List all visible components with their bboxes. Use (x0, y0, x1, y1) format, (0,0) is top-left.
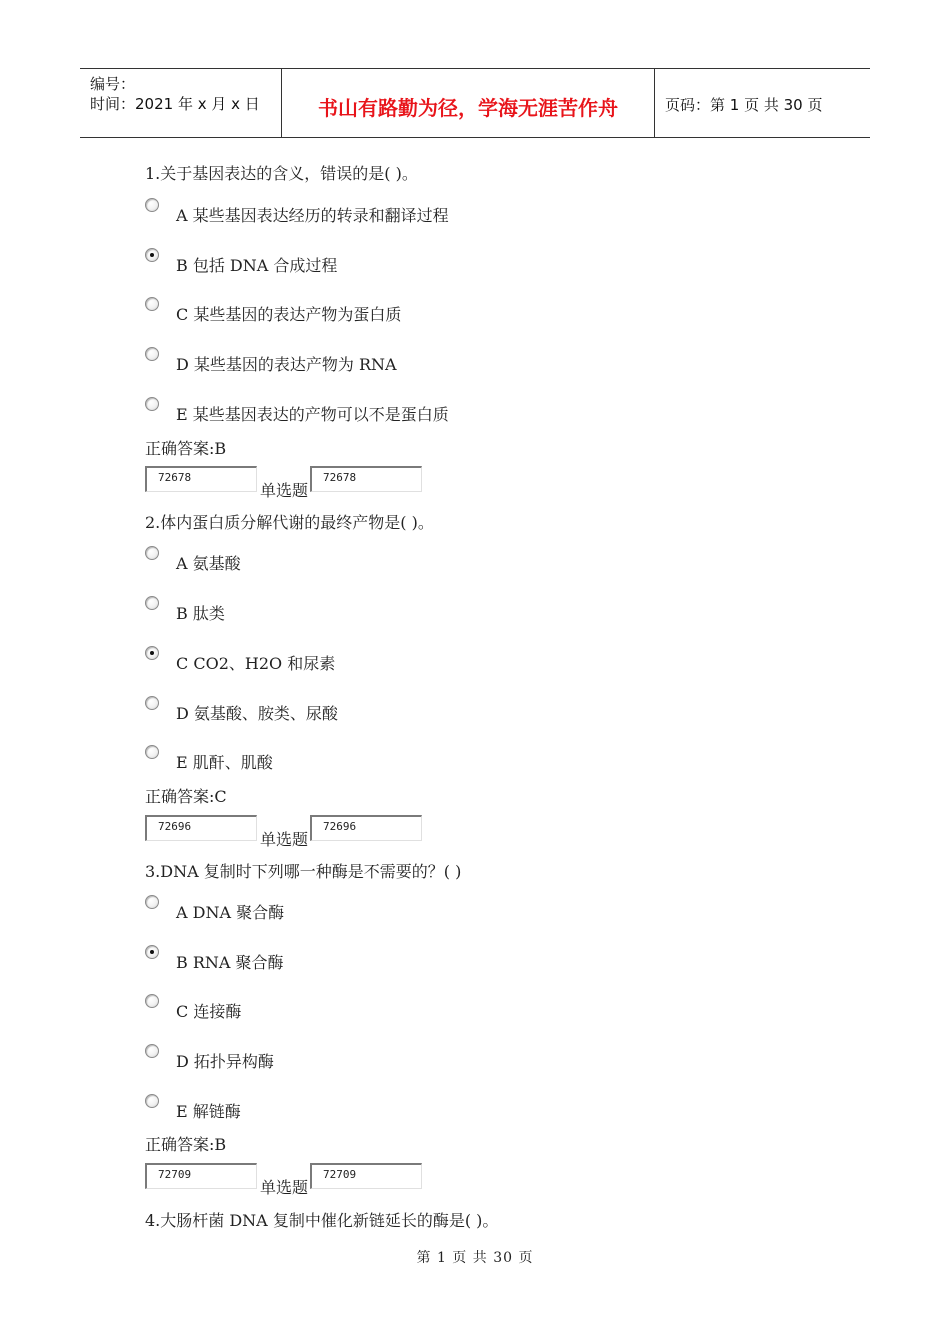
option-a-radio[interactable] (145, 198, 159, 212)
option-e-label: E 肌酐、肌酸 (176, 753, 273, 772)
correct-answer: 正确答案:B (145, 439, 227, 458)
number-label: 编号： (90, 75, 136, 93)
option-e-radio[interactable] (145, 1094, 159, 1108)
option-d-label: D 某些基因的表达产物为 RNA (176, 355, 397, 374)
option-b-radio[interactable] (145, 945, 159, 959)
header-left-cell (80, 69, 282, 137)
page-info: 页码：第 1 页 共 30 页 (665, 96, 823, 114)
correct-answer: 正确答案:B (145, 1135, 227, 1154)
option-c-label: C 某些基因的表达产物为蛋白质 (176, 305, 402, 324)
page-footer: 第 1 页 共 30 页 (416, 1250, 534, 1266)
option-e-radio[interactable] (145, 745, 159, 759)
motto: 书山有路勤为径，学海无涯苦作舟 (318, 96, 618, 120)
option-e-label: E 解链酶 (176, 1102, 241, 1121)
question-type: 单选题 (260, 481, 309, 500)
option-a-label: A 某些基因表达经历的转录和翻译过程 (176, 206, 449, 225)
option-a-label: A DNA 聚合酶 (176, 903, 285, 922)
header-motto-cell (282, 69, 655, 137)
option-e-radio[interactable] (145, 397, 159, 411)
question-type: 单选题 (260, 1178, 309, 1197)
question-id-field-2[interactable]: 72678 (310, 466, 422, 492)
option-d-label: D 拓扑异构酶 (176, 1052, 274, 1071)
option-c-radio[interactable] (145, 646, 159, 660)
option-c-label: C 连接酶 (176, 1002, 242, 1021)
option-d-radio[interactable] (145, 347, 159, 361)
question-title: 1.关于基因表达的含义，错误的是( )。 (145, 164, 418, 183)
option-d-radio[interactable] (145, 696, 159, 710)
option-b-label: B 包括 DNA 合成过程 (176, 256, 338, 275)
correct-answer: 正确答案:C (145, 787, 227, 806)
option-a-label: A 氨基酸 (176, 554, 241, 573)
option-b-label: B RNA 聚合酶 (176, 953, 284, 972)
option-a-radio[interactable] (145, 895, 159, 909)
question-id-field[interactable]: 72678 (145, 466, 257, 492)
header-page-cell (655, 69, 870, 137)
option-d-label: D 氨基酸、胺类、尿酸 (176, 704, 338, 723)
question-type: 单选题 (260, 830, 309, 849)
date-label: 时间：2021 年 x 月 x 日 (90, 95, 260, 113)
question-title: 2.体内蛋白质分解代谢的最终产物是( )。 (145, 513, 434, 532)
option-c-radio[interactable] (145, 297, 159, 311)
option-d-radio[interactable] (145, 1044, 159, 1058)
question-id-field[interactable]: 72709 (145, 1163, 257, 1189)
option-c-label: C CO2、H2O 和尿素 (176, 654, 336, 673)
option-b-label: B 肽类 (176, 604, 225, 623)
option-e-label: E 某些基因表达的产物可以不是蛋白质 (176, 405, 449, 424)
option-b-radio[interactable] (145, 596, 159, 610)
question-id-field[interactable]: 72696 (145, 815, 257, 841)
document-header (80, 68, 870, 138)
option-b-radio[interactable] (145, 248, 159, 262)
question-id-field-2[interactable]: 72709 (310, 1163, 422, 1189)
question-4-title: 4.大肠杆菌 DNA 复制中催化新链延长的酶是( )。 (145, 1211, 499, 1230)
option-a-radio[interactable] (145, 546, 159, 560)
option-c-radio[interactable] (145, 994, 159, 1008)
question-id-field-2[interactable]: 72696 (310, 815, 422, 841)
question-title: 3.DNA 复制时下列哪一种酶是不需要的？( ) (145, 862, 462, 881)
